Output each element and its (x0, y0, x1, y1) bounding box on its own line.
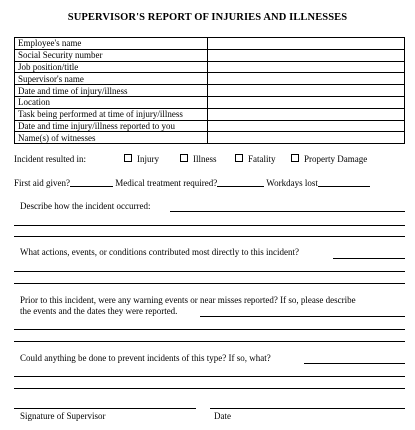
question-contributing-factors: What actions, events, or conditions contributed most directly to this incident? (20, 247, 299, 257)
answer-line[interactable] (333, 258, 405, 259)
illness-label: Illness (193, 154, 217, 164)
answer-line[interactable] (170, 211, 405, 212)
question-warning-events-line2: the events and the dates they were reported. (20, 306, 178, 316)
property-damage-checkbox[interactable] (291, 154, 299, 162)
incident-label: Incident resulted in: (14, 154, 86, 164)
first-aid-field[interactable] (70, 178, 113, 187)
info-row-value-field[interactable] (208, 132, 405, 144)
first-aid-label: First aid given? (14, 178, 70, 188)
question-warning-events-line1: Prior to this incident, were any warning events or near misses reported? If so, please describe (20, 295, 356, 305)
incident-option-illness[interactable] (180, 154, 217, 164)
info-row-label: Location (15, 96, 208, 108)
fatality-checkbox[interactable] (235, 154, 243, 162)
medical-label: Medical treatment required? (115, 178, 218, 188)
info-row-value-field[interactable] (208, 61, 405, 73)
question-prevention: Could anything be done to prevent incidents of this type? If so, what? (20, 353, 271, 363)
answer-line[interactable] (14, 283, 405, 284)
info-row-value-field[interactable] (208, 49, 405, 61)
info-row-value-field[interactable] (208, 120, 405, 132)
info-row-label: Employee's name (15, 38, 208, 50)
form-title: SUPERVISOR'S REPORT OF INJURIES AND ILLNESSES (67, 12, 348, 23)
info-row-value-field[interactable] (208, 85, 405, 97)
question-how-occurred: Describe how the incident occurred: (20, 201, 151, 211)
info-row-label: Job position/title (15, 61, 208, 73)
info-row-label: Name(s) of witnesses (15, 132, 208, 144)
answer-line[interactable] (14, 225, 405, 226)
incident-option-property-damage[interactable] (291, 154, 367, 164)
workdays-field[interactable] (318, 178, 370, 187)
info-row-label: Supervisor's name (15, 73, 208, 85)
info-row (15, 132, 405, 144)
incident-option-fatality[interactable] (235, 154, 276, 164)
employee-info-table (14, 37, 405, 144)
date-label: Date (214, 411, 231, 421)
info-row-label: Date and time injury/illness reported to you (15, 120, 208, 132)
answer-line[interactable] (14, 236, 405, 237)
answer-line[interactable] (14, 341, 405, 342)
info-row-label: Task being performed at time of injury/illness (15, 108, 208, 120)
answer-line[interactable] (14, 376, 405, 377)
incident-row (14, 154, 86, 164)
answer-line[interactable] (200, 316, 405, 317)
info-row-value-field[interactable] (208, 96, 405, 108)
info-row (15, 108, 405, 120)
fatality-label: Fatality (248, 154, 276, 164)
info-row (15, 73, 405, 85)
date-field[interactable] (210, 408, 405, 409)
medical-field[interactable] (217, 178, 264, 187)
info-row (15, 120, 405, 132)
info-row (15, 49, 405, 61)
info-row-label: Social Security number (15, 49, 208, 61)
info-row (15, 38, 405, 50)
answer-line[interactable] (304, 363, 405, 364)
treatment-row (14, 178, 370, 188)
injury-checkbox[interactable] (124, 154, 132, 162)
answer-line[interactable] (14, 271, 405, 272)
info-row-label: Date and time of injury/illness (15, 85, 208, 97)
injury-label: Injury (137, 154, 159, 164)
signature-field[interactable] (14, 408, 196, 409)
info-row (15, 61, 405, 73)
info-row-value-field[interactable] (208, 38, 405, 50)
info-row-value-field[interactable] (208, 108, 405, 120)
answer-line[interactable] (14, 329, 405, 330)
workdays-label: Workdays lost (266, 178, 318, 188)
illness-checkbox[interactable] (180, 154, 188, 162)
answer-line[interactable] (14, 388, 405, 389)
info-row-value-field[interactable] (208, 73, 405, 85)
property-damage-label: Property Damage (304, 154, 368, 164)
signature-label: Signature of Supervisor (20, 411, 106, 421)
info-row (15, 96, 405, 108)
info-row (15, 85, 405, 97)
incident-option-injury[interactable] (124, 154, 159, 164)
